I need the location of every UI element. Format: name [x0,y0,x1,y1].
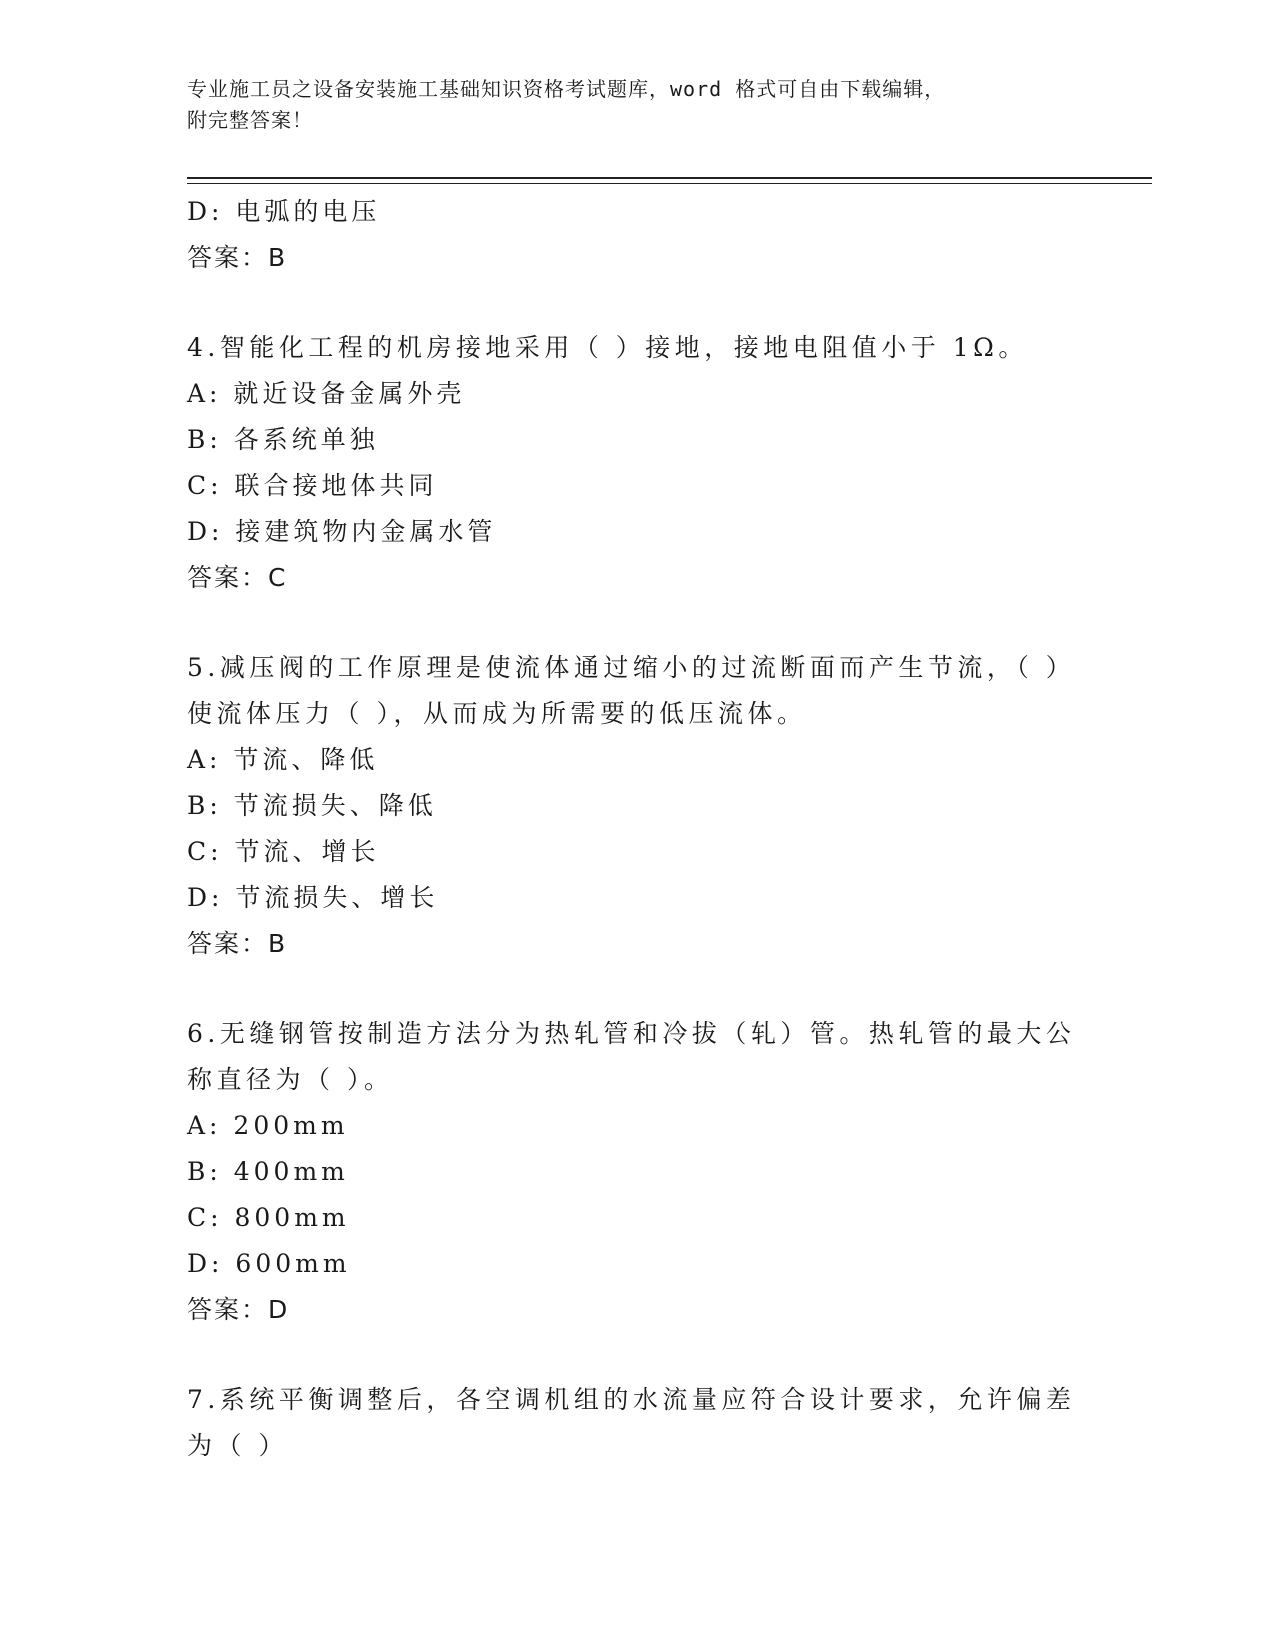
answer-line: 答案：B [187,243,288,272]
option-d: D: 电弧的电压 [187,197,381,226]
question-text [187,325,1067,371]
option-d: D: 600mm [187,1249,351,1278]
page-header [187,74,1067,136]
option-b: B: 节流损失、降低 [187,791,437,820]
question-line: 为（ ） [187,1431,288,1460]
question-block-3 [187,189,1067,281]
option-c: C: 联合接地体共同 [187,471,438,500]
question-text [187,645,1076,737]
header-rule-thick [187,177,1152,179]
option-b: B: 400mm [187,1157,349,1186]
question-line: 7.系统平衡调整后，各空调机组的水流量应符合设计要求，允许偏差 [187,1385,1076,1414]
option-c: C: 节流、增长 [187,837,380,866]
question-line: 6.无缝钢管按制造方法分为热轧管和冷拔（轧）管。热轧管的最大公 [187,1019,1076,1048]
option-d: D: 接建筑物内金属水管 [187,517,497,546]
question-block-4 [187,325,1067,601]
option-b: B: 各系统单独 [187,425,379,454]
header-line-1: 专业施工员之设备安装施工基础知识资格考试题库，word 格式可自由下载编辑， [187,77,946,101]
question-line: 使流体压力（ ），从而成为所需要的低压流体。 [187,699,807,728]
question-block-7 [187,1377,1076,1469]
question-block-5 [187,645,1076,967]
question-line: 5.减压阀的工作原理是使流体通过缩小的过流断面而产生节流，（ ） [187,653,1076,682]
option-a: A: 节流、降低 [187,745,379,774]
header-rule-thin [187,183,1152,184]
question-text [187,1011,1076,1103]
option-a: A: 就近设备金属外壳 [187,379,466,408]
header-line-2: 附完整答案！ [187,108,313,132]
question-line: 4.智能化工程的机房接地采用（ ）接地，接地电阻值小于 1Ω。 [187,333,1028,362]
answer-line: 答案：B [187,929,288,958]
question-block-6 [187,1011,1076,1333]
option-d: D: 节流损失、增长 [187,883,439,912]
option-c: C: 800mm [187,1203,350,1232]
question-line: 称直径为（ ）。 [187,1065,394,1094]
answer-line: 答案：D [187,1295,290,1324]
option-a: A: 200mm [187,1111,349,1140]
answer-line: 答案：C [187,563,288,592]
question-text [187,1377,1076,1469]
question-list [187,189,1076,1469]
